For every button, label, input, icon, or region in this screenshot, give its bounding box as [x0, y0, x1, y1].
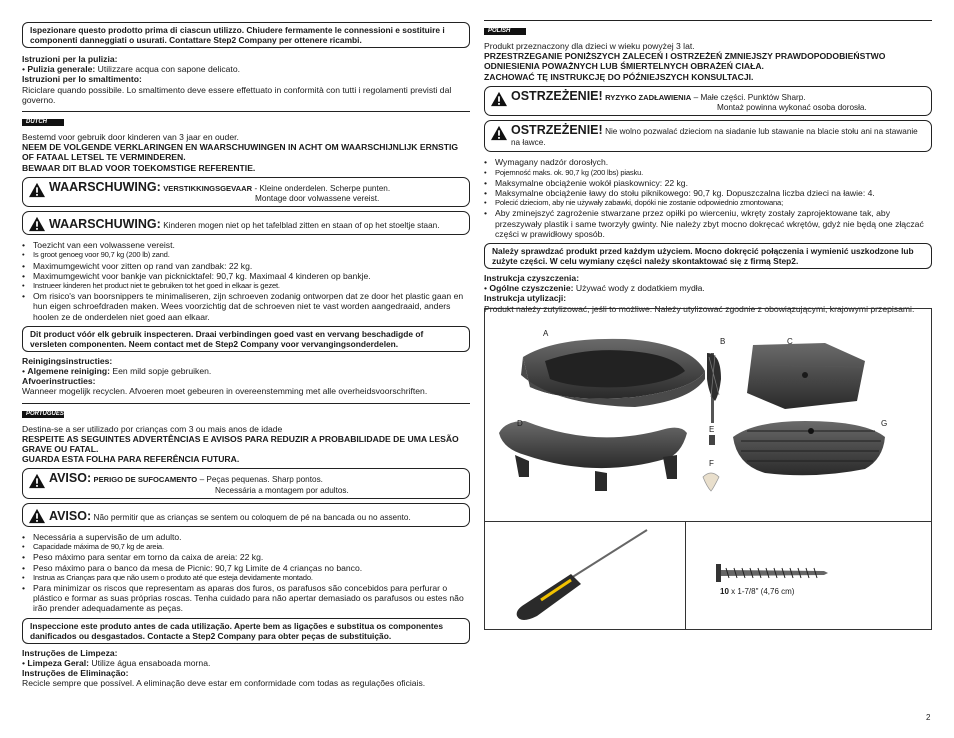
warning-triangle-icon [28, 216, 46, 232]
list-item: • Polecić dzieciom, aby nie używały zabawki, dopóki nie zostanie odpowiednio zmontowana; [484, 198, 932, 208]
parts-illustration [485, 309, 933, 523]
portuguese-cleaning-label: Limpeza Geral: [27, 657, 90, 668]
polish-cleaning-title: Instrukcja czyszczenia: [484, 273, 580, 284]
dutch-language-tag: DUTCH [22, 119, 64, 126]
portuguese-warning1-title: AVISO: [49, 471, 92, 486]
dutch-keep-sheet: BEWAAR DIT BLAD VOOR TOEKOMSTIGE REFERENTIE. [22, 162, 256, 173]
polish-warning-statement: PRZESTRZEGANIE PONIŻSZYCH ZALECEŃ I OSTRZEŻEŃ ZMNIEJSZY PRAWDOPODOBIEŃSTWO ODNIESIENIA POWAŻNYCH LUB ŚMIERTELNYCH OBRAŻEŃ CIAŁA. [484, 51, 886, 72]
list-item: • Instrueer kinderen het product niet te gebruiken tot het goed in elkaar is gezet. [22, 281, 470, 291]
portuguese-choking-warning [22, 468, 470, 498]
italian-cleaning-text: Utilizzare acqua con sapone delicato. [97, 64, 240, 75]
portuguese-warning1-assembly: Necessária a montagem por adultos. [215, 485, 349, 495]
list-item: • Maksymalne obciążenie ławy do stołu piknikowego: 90,7 kg. Dopuszczalna liczba dzieci na ławie: 4. [484, 188, 932, 198]
dutch-warning2-text: Kinderen mogen niet op het tafelblad zitten en staan of op het stoeltje staan. [163, 221, 440, 231]
warning-triangle-icon [28, 473, 46, 489]
dutch-warning1-assembly: Montage door volwassene vereist. [255, 194, 380, 204]
warning-triangle-icon [490, 125, 508, 141]
dutch-disposal-title: Afvoerinstructies: [22, 376, 96, 387]
screw-size: x 1-7/8" (4,76 cm) [731, 587, 795, 596]
italian-cleaning-title: Istruzioni per la pulizia: [22, 54, 118, 64]
part-label-f: F [709, 459, 714, 468]
part-label-d: D [517, 419, 523, 428]
portuguese-keep-sheet: GUARDA ESTA FOLHA PARA REFERÊNCIA FUTURA. [22, 454, 240, 465]
screwdriver-panel [484, 522, 686, 630]
section-divider [22, 403, 470, 404]
polish-warning1-hazard: RYZYKO ZADŁAWIENIA [605, 92, 692, 102]
portuguese-intro: Destina-se a ser utilizado por crianças com 3 ou mais anos de idade [22, 423, 283, 434]
portuguese-bench-warning [22, 503, 470, 527]
polish-table-warning [484, 120, 932, 152]
dutch-choking-warning [22, 177, 470, 207]
dutch-warning1-hazard: VERSTIKKINGSGEVAAR [163, 183, 253, 193]
part-label-e: E [709, 425, 715, 434]
portuguese-disposal-text: Recicle sempre que possível. A eliminação deve estar em conformidade com todas as regulações oficiais. [22, 678, 426, 689]
list-item: • Capacidade máxima de 90,7 kg de areia. [22, 542, 470, 552]
list-item: • Peso máximo para sentar em torno da caixa de areia: 22 kg. [22, 552, 470, 562]
polish-choking-warning [484, 86, 932, 116]
list-item: • Peso máximo para o banco da mesa de Picnic: 90,7 kg Limite de 4 crianças no banco. [22, 563, 470, 573]
part-g-table-base [733, 419, 888, 475]
portuguese-warning1-hazard: PERIGO DE SUFOCAMENTO [93, 475, 198, 485]
screw-icon [686, 522, 932, 630]
parts-illustration-panel [484, 308, 932, 522]
list-item: • Wymagany nadzór dorosłych. [484, 157, 932, 167]
page-number: 2 [926, 713, 931, 722]
list-item: • Is groot genoeg voor 90,7 kg (200 lb) zand. [22, 250, 470, 260]
polish-warning1-text: – Małe części. Punktów Sharp. [693, 92, 806, 102]
right-column [484, 20, 932, 314]
part-c-table-top [747, 343, 865, 409]
part-d-bench [499, 421, 687, 491]
dutch-bullet-list [22, 240, 470, 322]
part-f-cap [703, 473, 719, 491]
portuguese-warning1-text: – Peças pequenas. Sharp pontos. [199, 475, 323, 485]
part-label-a: A [543, 329, 549, 338]
polish-bullet-list [484, 157, 932, 239]
part-b-umbrella [707, 353, 721, 423]
dutch-disposal-text: Wanneer mogelijk recyclen. Afvoeren moet gebeuren in overeenstemming met alle overheidsvoorschriften. [22, 386, 428, 397]
polish-disposal-text: Produkt należy zutylizować, jeśli to możliwe. Należy utylizować zgodnie z obowiązującymi, krajowymi przepisami. [484, 303, 915, 314]
list-item: • Para minimizar os riscos que representam as aparas dos furos, os parafusos são concebidos para perfurar o plástico e formar as suas próprias roscas. Tenha cuidado para não apertar demasiado os parafusos ou estes não irão prender adequadamente as peças. [22, 583, 470, 614]
dutch-warning1-title: WAARSCHUWING: [49, 179, 161, 194]
list-item: • Aby zminejszyć zagrożenie stwarzane przez opiłki po wierceniu, wkręty zostały zaprojektowane tak, aby przeszywały plastik i same tworzyły gwinty. Nie należy zbyt mocno dokręcać wkrętów, gdyż nie będą one złączać części w prawidłowy sposób. [484, 208, 932, 239]
portuguese-cleaning-text: Utilize água ensaboada morna. [91, 657, 211, 668]
dutch-cleaning-line: • Algemene reiniging: Een mild sopje gebruiken. [22, 366, 212, 377]
warning-triangle-icon [28, 508, 46, 524]
screw-count: 10 [720, 587, 729, 596]
dutch-warning-statement: NEEM DE VOLGENDE VERKLARINGEN EN WAARSCHUWINGEN IN ACHT OM WAARSCHIJNLIJK ERNSTIG OF FATAAL LETSEL TE VERMINDEREN. [22, 142, 459, 163]
list-item: • Maximumgewicht voor zitten op rand van zandbak: 22 kg. [22, 261, 470, 271]
dutch-table-warning [22, 211, 470, 235]
part-e-fastener [709, 435, 715, 445]
italian-disposal-title: Istruzioni per lo smaltimento: [22, 74, 142, 85]
list-item: • Om risico's van boorsnippers te minimaliseren, zijn schroeven zodanig ontworpen dat ze door het plastic gaan en hun eigen schroefdraden maken. Wees voorzichtig dat de schroeven niet te vast worden aangedraaid, anders hoolen ze de onderdelen niet goed aan elkaar. [22, 291, 470, 322]
section-divider [22, 111, 470, 112]
dutch-cleaning-text: Een mild sopje gebruiken. [112, 366, 212, 377]
list-item: • Necessária a supervisão de um adulto. [22, 532, 470, 542]
part-label-b: B [720, 337, 726, 346]
dutch-cleaning-title: Reinigingsinstructies: [22, 355, 113, 366]
dutch-cleaning-label: Algemene reiniging: [27, 366, 111, 377]
italian-inspect-notice: Ispezionare questo prodotto prima di ciascun utilizzo. Chiudere fermamente le connessioni e sostituire i componenti danneggiati o usurati. Contattare Step2 Company per ottenere ricambi. [22, 22, 470, 48]
polish-warning2-text: Nie wolno pozwalać dzieciom na siadanie lub stawanie na blacie stołu ani na stawanie na ławce. [511, 127, 918, 148]
portuguese-warning-statement: RESPEITE AS SEGUINTES ADVERTÊNCIAS E AVISOS PARA REDUZIR A PROBABILIDADE DE UMA LESÃO GRAVE OU FATAL. [22, 433, 459, 455]
polish-keep-sheet: ZACHOWAĆ TĘ INSTRUKCJĘ DO PÓŹNIEJSZYCH KONSULTACJI. [484, 71, 754, 82]
part-label-g: G [881, 419, 888, 428]
list-item: • Maximumgewicht voor bankje van picknicktafel: 90,7 kg. Maximaal 4 kinderen op bankje. [22, 271, 470, 281]
screw-spec [720, 587, 794, 596]
polish-language-tag: POLISH [484, 28, 526, 35]
portuguese-cleaning-line: • Limpeza Geral: Utilize água ensaboada morna. [22, 657, 211, 668]
part-label-c: C [787, 337, 793, 346]
screw-panel [686, 522, 932, 630]
portuguese-inspect-notice: Inspeccione este produto antes de cada utilização. Aperte bem as ligações e substitua os componentes danificados ou desgastados. Contacte a Step2 Company para obter peças de substituição. [22, 618, 470, 644]
italian-disposal-text: Riciclare quando possibile. Lo smaltimento deve essere effettuato in conformità con tutti i regolamenti previsti dal governo. [22, 84, 452, 105]
portuguese-disposal-title: Instruções de Eliminação: [22, 667, 129, 678]
dutch-inspect-notice: Dit product vóór elk gebruik inspecteren. Draai verbindingen goed vast en vervang beschadigde of versleten componenten. Neem contact met de Step2 Company voor vervangingsonderdelen. [22, 326, 470, 352]
polish-warning1-assembly: Montaż powinna wykonać osoba dorosła. [717, 103, 867, 113]
warning-triangle-icon [28, 182, 46, 198]
polish-warning2-title: OSTRZEŻENIE! [511, 123, 603, 138]
list-item: • Toezicht van een volwassene vereist. [22, 240, 470, 250]
left-column [22, 22, 470, 688]
italian-cleaning-label: Pulizia generale: [27, 64, 96, 75]
warning-triangle-icon [490, 91, 508, 107]
part-a-sandbox-basin [521, 339, 705, 407]
portuguese-bullet-list [22, 532, 470, 614]
section-divider [484, 20, 932, 21]
polish-cleaning-line: • Ogólne czyszczenie: Używać wody z dodatkiem mydła. [484, 283, 705, 294]
portuguese-warning2-text: Não permitir que as crianças se sentem ou coloquem de pé na bancada ou no assento. [93, 512, 411, 522]
list-item: • Pojemność maks. ok. 90,7 kg (200 lbs) piasku. [484, 168, 932, 178]
portuguese-language-tag: PORTUGUESE [22, 411, 64, 418]
dutch-intro: Bestemd voor gebruik door kinderen van 3 jaar en ouder. [22, 132, 239, 143]
polish-cleaning-text: Używać wody z dodatkiem mydła. [575, 283, 705, 294]
polish-cleaning-label: Ogólne czyszczenie: [489, 283, 574, 294]
polish-disposal-title: Instrukcja utylizacji: [484, 293, 567, 304]
screwdriver-icon [485, 522, 687, 630]
polish-intro: Produkt przeznaczony dla dzieci w wieku powyżej 3 lat. [484, 41, 695, 51]
polish-warning1-title: OSTRZEŻENIE! [511, 88, 603, 103]
dutch-warning2-title: WAARSCHUWING: [49, 217, 161, 232]
list-item: • Maksymalne obciążenie wokół piaskownicy: 22 kg. [484, 178, 932, 188]
list-item: • Instrua as Crianças para que não usem o produto até que esteja devidamente montado. [22, 573, 470, 583]
portuguese-warning2-title: AVISO: [49, 508, 92, 523]
polish-inspect-notice: Należy sprawdzać produkt przed każdym użyciem. Mocno dokręcić połączenia i wymienić uszkodzone lub zużyte części. W celu wymiany części należy skontaktować się z firmą Step2. [484, 243, 932, 269]
italian-cleaning-line: • Pulizia generale: Utilizzare acqua con sapone delicato. [22, 64, 240, 75]
dutch-warning1-text: - Kleine onderdelen. Scherpe punten. [254, 183, 391, 193]
portuguese-cleaning-title: Instruções de Limpeza: [22, 647, 118, 658]
